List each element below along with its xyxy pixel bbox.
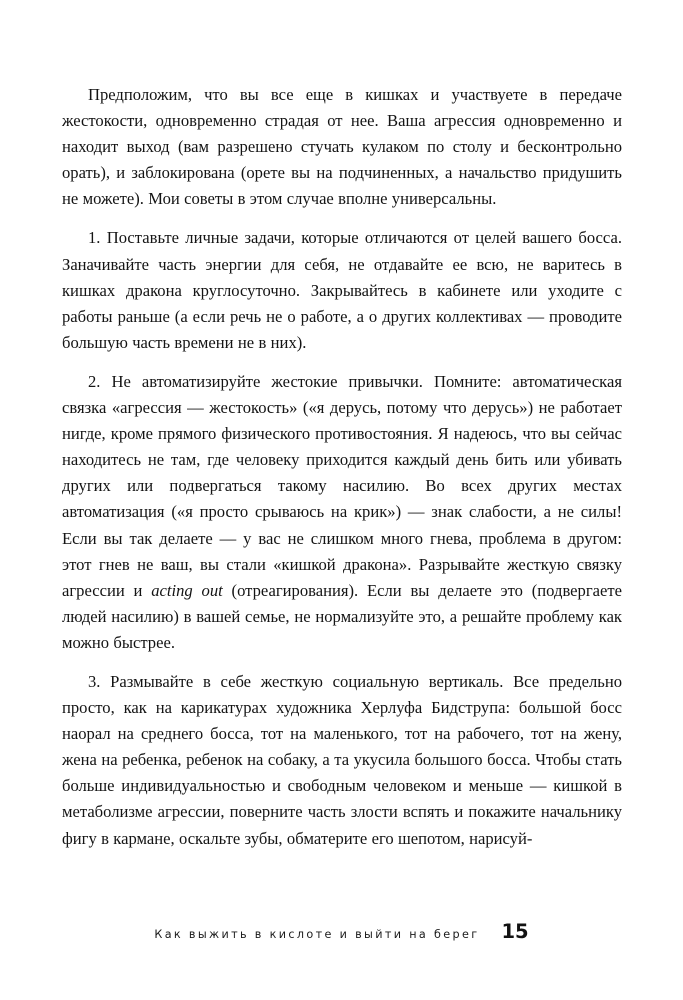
paragraph-advice-2-part-b: (отреагирования). Если вы делаете это (подвергаете людей насилию) в вашей семье, не нормализуйте это, а решайте проблему как можно быстрее. <box>62 580 622 652</box>
paragraph-intro: Предположим, что вы все еще в кишках и участвуете в передаче жестокости, одновременно страдая от нее. Ваша агрессия одновременно и находит выход (вам разрешено стучать кулаком по столу и бесконтрольно орать), и заблокирована (орете вы на подчиненных, а начальство придушить не можете). Мои советы в этом случае вполне универсальны. <box>62 85 622 209</box>
paragraph-advice-3: 3. Размывайте в себе жесткую социальную вертикаль. Все предельно просто, как на карикатурах художника Херлуфа Бидструпа: большой босс наорал на среднего босса, тот на маленького, тот на рабочего, тот на жену, жена на ребенка, ребенок на собаку, а та укусила большого босса. Чтобы стать больше индивидуальностью и свободным человеком и меньше — кишкой в метаболизме агрессии, поверните часть злости вспять и покажите начальнику фигу в кармане, оскальте зубы, обматерите его шепотом, нарисуй- <box>62 671 622 848</box>
page-text-block <box>62 82 622 852</box>
page-footer <box>0 920 683 943</box>
paragraph-advice-2 <box>62 369 622 656</box>
paragraph-advice-1: 1. Поставьте личные задачи, которые отличаются от целей вашего босса. Заначивайте часть энергии для себя, не отдавайте ее всю, не варитесь в кишках дракона круглосуточно. Закрывайтесь в кабинете или уходите с работы раньше (а если речь не о работе, а о других коллективах — проводите большую часть времени не в них). <box>62 228 622 352</box>
running-head: Как выжить в кислоте и выйти на берег <box>154 928 480 941</box>
foreign-term-acting-out: acting out <box>151 580 223 600</box>
page-number: 15 <box>501 920 529 943</box>
paragraph-advice-2-part-a: 2. Не автоматизируйте жестокие привычки. Помните: автоматическая связка «агрессия — жестокость» («я дерусь, потому что дерусь») не работает нигде, кроме прямого физического противостояния. Я надеюсь, что вы сейчас находитесь не там, где человеку приходится каждый день бить или убивать других или подвергаться такому насилию. Во всех других местах автоматизация («я просто срываюсь на крик») — знак слабости, а не силы! Если вы так делаете — у вас не слишком много гнева, проблема в другом: этот гнев не ваш, вы стали «кишкой дракона». Разрывайте жесткую связку агрессии и <box>62 371 622 600</box>
